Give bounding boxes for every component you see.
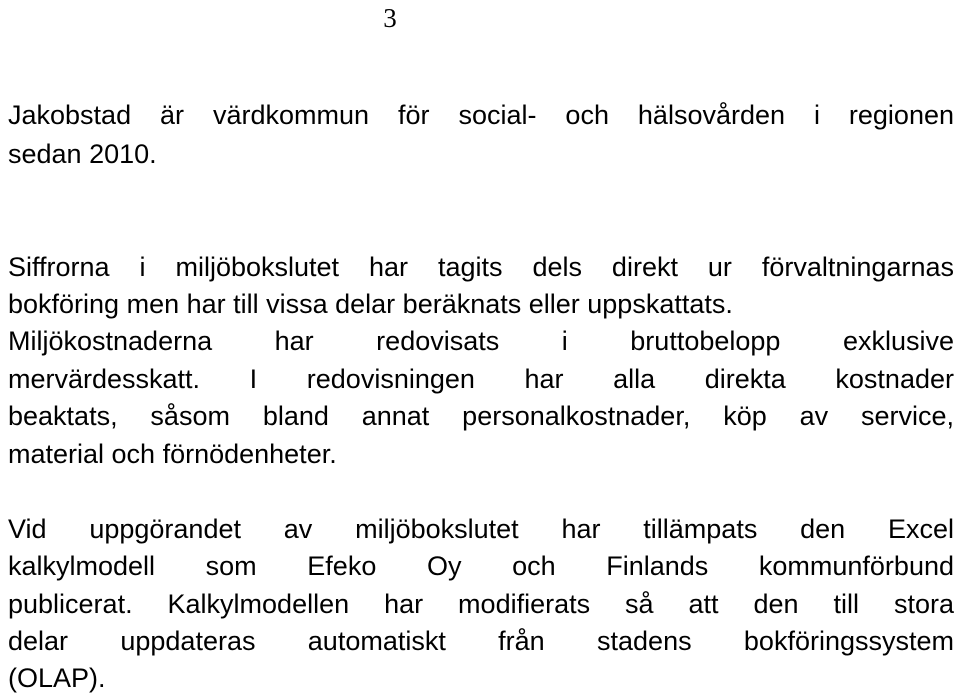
text-line: kalkylmodell som Efeko Oy och Finlands kommunförbund: [8, 551, 954, 581]
text-line: publicerat. Kalkylmodellen har modifierats så att den till stora: [8, 589, 954, 619]
text-line: (OLAP).: [8, 663, 106, 693]
text-line: beaktats, såsom bland annat personalkostnader, köp av service,: [8, 401, 954, 431]
text-line: material och förnödenheter.: [8, 439, 337, 469]
text-line: Jakobstad är värdkommun för social- och hälsovården i regionen: [8, 100, 954, 130]
text-line: mervärdesskatt. I redovisningen har alla direkta kostnader: [8, 364, 954, 394]
text-line: sedan 2010.: [8, 139, 157, 169]
text-line: delar uppdateras automatiskt från stadens bokföringssystem: [8, 626, 954, 656]
text-line: Vid uppgörandet av miljöbokslutet har tillämpats den Excel: [8, 514, 954, 544]
text-line: Miljökostnaderna har redovisats i bruttobelopp exklusive: [8, 326, 954, 356]
text-line: bokföring men har till vissa delar beräknats eller uppskattats.: [8, 289, 733, 319]
text-line: Siffrorna i miljöbokslutet har tagits dels direkt ur förvaltningarnas: [8, 252, 954, 282]
page-number: 3: [383, 3, 397, 33]
